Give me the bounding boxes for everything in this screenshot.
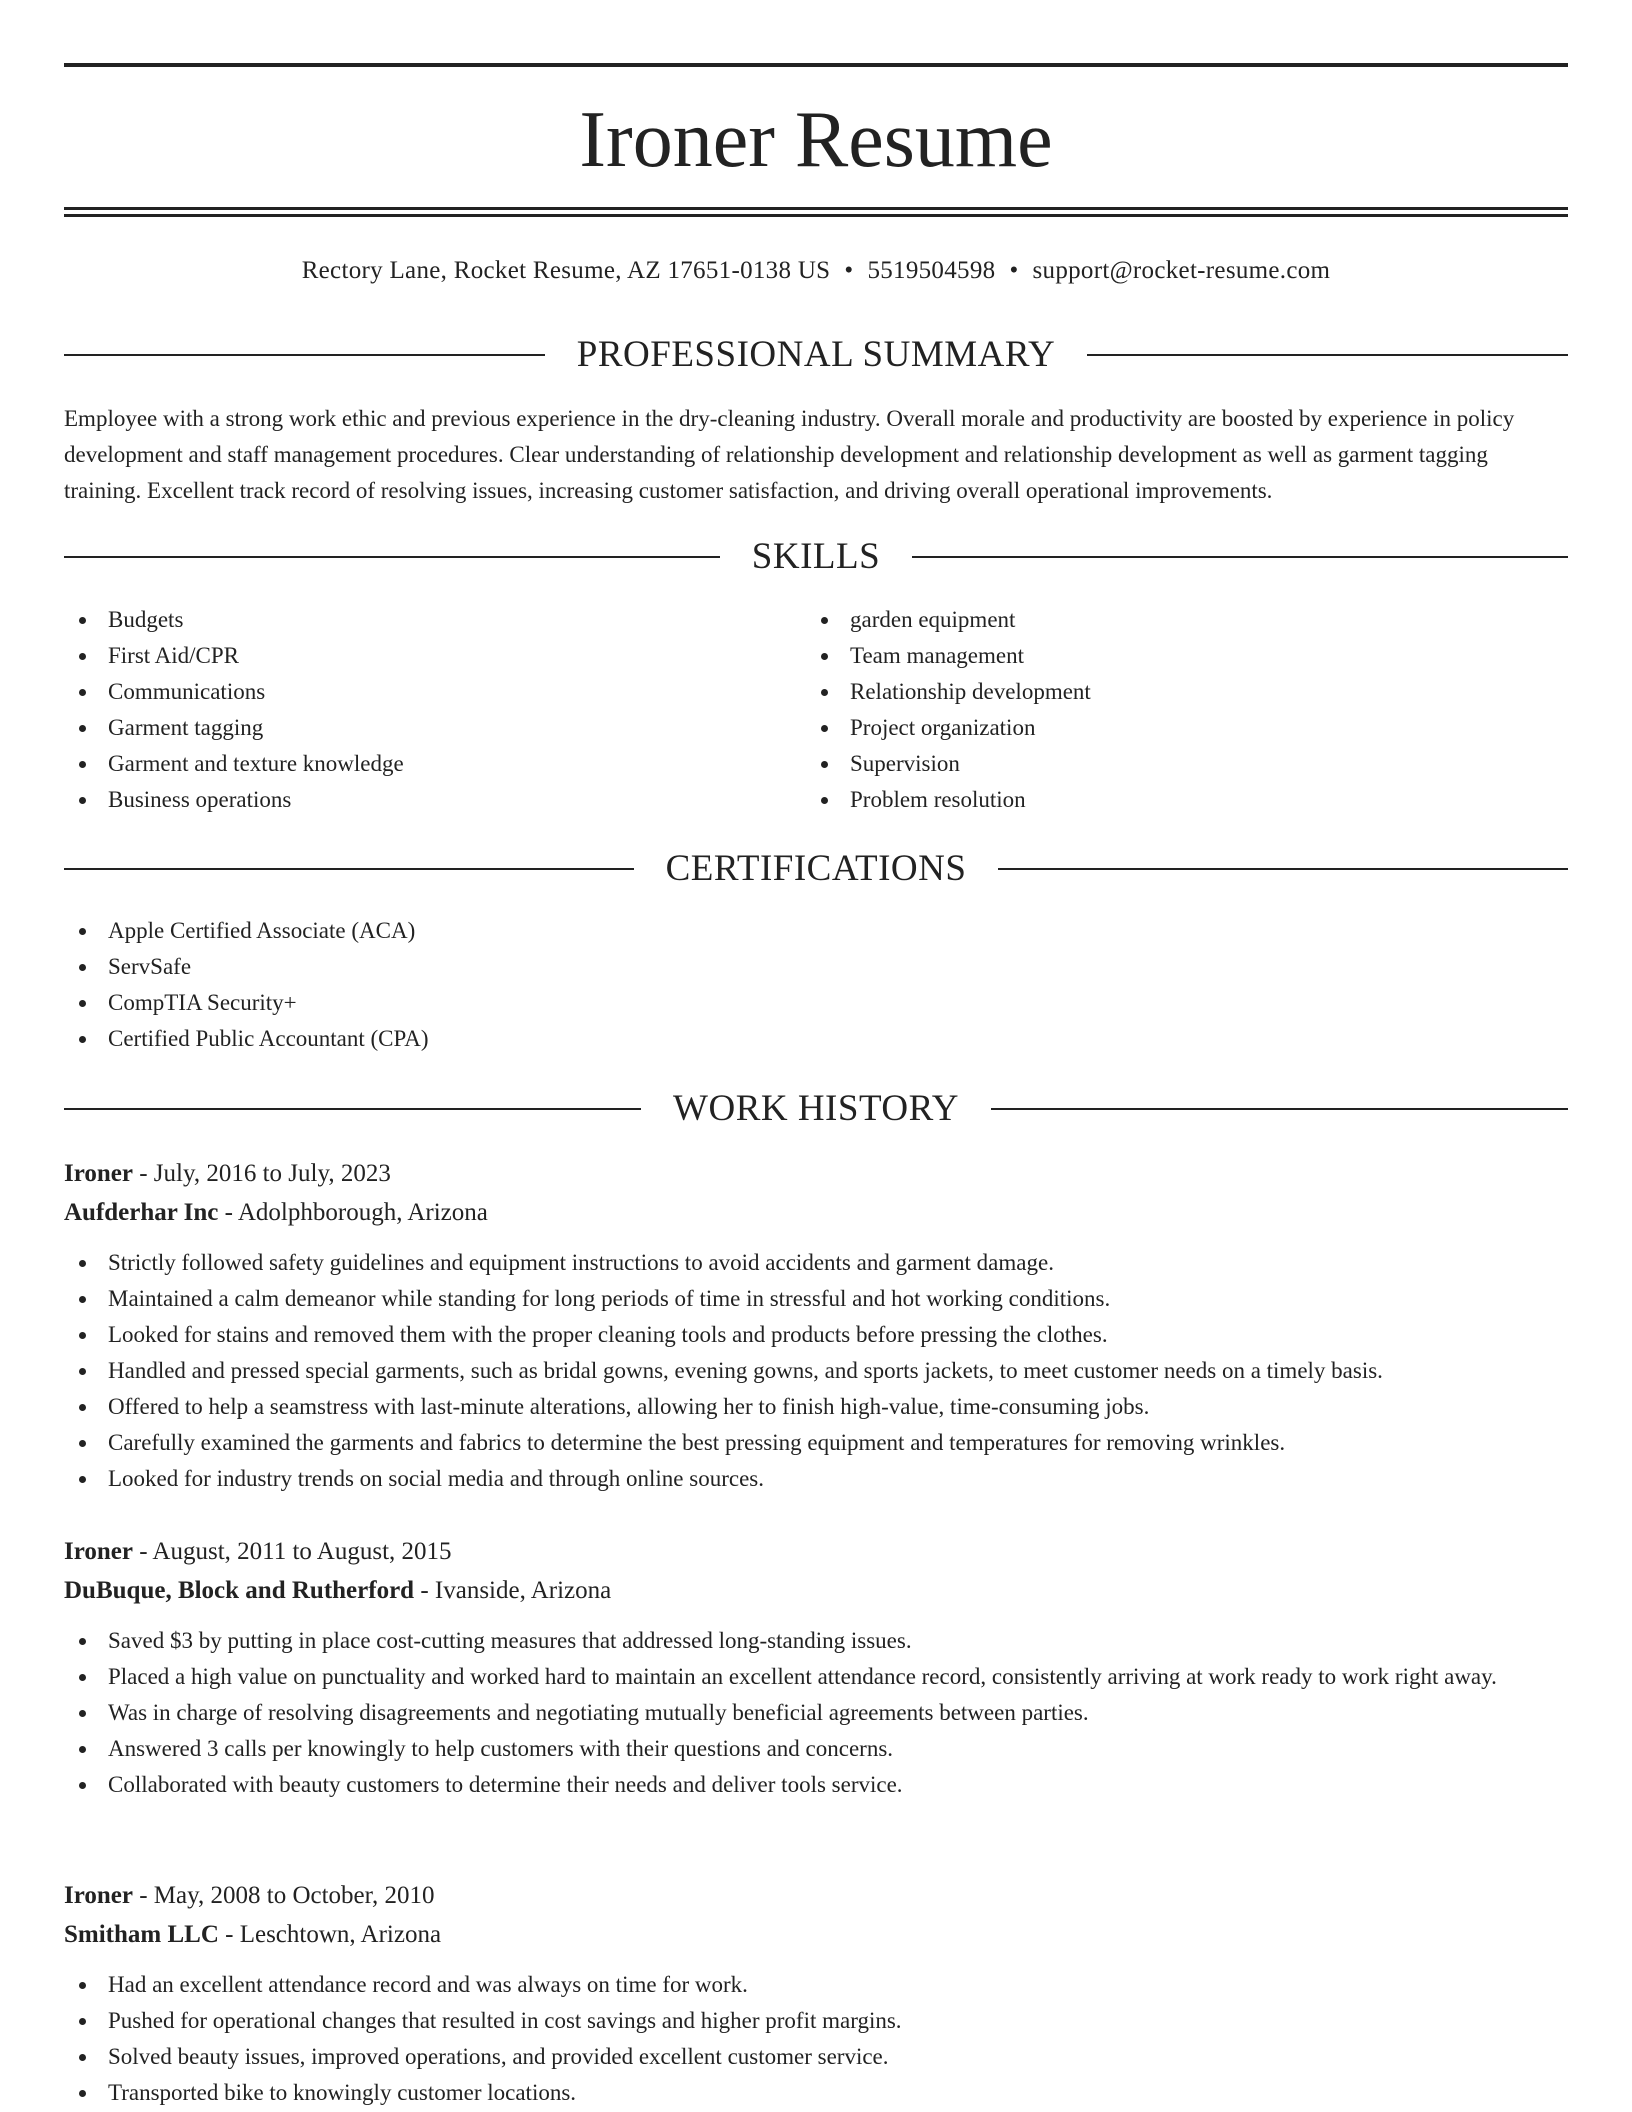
job-bullet: Offered to help a seamstress with last-minute alterations, allowing her to finish high-value, time-consuming jobs. — [64, 1389, 1568, 1425]
skill-item: Relationship development — [806, 674, 1091, 710]
job-bullet: Strictly followed safety guidelines and equipment instructions to avoid accidents and garment damage. — [64, 1245, 1568, 1281]
job-bullet: Answered 3 calls per knowingly to help customers with their questions and concerns. — [64, 1731, 1568, 1767]
contact-line — [64, 254, 1568, 288]
skill-item: Budgets — [64, 602, 404, 638]
skill-item: Communications — [64, 674, 404, 710]
job-title: Ironer — [64, 1160, 133, 1187]
section-header-skills — [64, 535, 1568, 579]
job-company-line — [64, 1193, 1568, 1233]
skill-item: garden equipment — [806, 602, 1091, 638]
section-header-work-history — [64, 1087, 1568, 1131]
job-title: Ironer — [64, 1882, 133, 1909]
job-location: - Adolphborough, Arizona — [218, 1199, 488, 1226]
job-entry — [64, 1533, 1568, 1803]
job-company: Smitham LLC — [64, 1921, 219, 1948]
job-title: Ironer — [64, 1538, 133, 1565]
job-bullet: Looked for stains and removed them with the proper cleaning tools and products before pressing the clothes. — [64, 1317, 1568, 1353]
top-rule — [64, 63, 1568, 67]
skill-item: First Aid/CPR — [64, 638, 404, 674]
job-bullet: Was in charge of resolving disagreements and negotiating mutually beneficial agreements between parties. — [64, 1695, 1568, 1731]
job-bullet: Had an excellent attendance record and was always on time for work. — [64, 1967, 1568, 2003]
job-entry — [64, 1155, 1568, 1497]
job-role-line — [64, 1155, 1568, 1193]
section-header-summary — [64, 333, 1568, 377]
job-bullets — [64, 1245, 1568, 1497]
contact-address: Rectory Lane, Rocket Resume, AZ 17651-0138 US — [301, 257, 831, 284]
skill-item: Problem resolution — [806, 782, 1091, 818]
job-bullet: Maintained a calm demeanor while standing for long periods of time in stressful and hot working conditions. — [64, 1281, 1568, 1317]
contact-phone: 5519504598 — [867, 257, 996, 284]
certification-item: Certified Public Accountant (CPA) — [64, 1021, 428, 1057]
section-header-certifications — [64, 847, 1568, 891]
job-bullet: Solved beauty issues, improved operations, and provided excellent customer service. — [64, 2039, 1568, 2075]
skill-item: Supervision — [806, 746, 1091, 782]
section-rule — [998, 868, 1568, 870]
job-dates: - July, 2016 to July, 2023 — [132, 1160, 391, 1187]
section-title-work-history: WORK HISTORY — [673, 1088, 959, 1129]
section-rule — [64, 1108, 641, 1110]
section-rule — [912, 556, 1568, 558]
job-location: - Ivanside, Arizona — [414, 1577, 612, 1604]
contact-email[interactable]: support@rocket-resume.com — [1032, 257, 1331, 284]
skill-item: Business operations — [64, 782, 404, 818]
job-bullet: Pushed for operational changes that resulted in cost savings and higher profit margins. — [64, 2003, 1568, 2039]
certification-item: CompTIA Security+ — [64, 985, 428, 1021]
job-dates: - May, 2008 to October, 2010 — [132, 1882, 435, 1909]
section-title-summary: PROFESSIONAL SUMMARY — [576, 334, 1056, 375]
job-bullet: Carefully examined the garments and fabrics to determine the best pressing equipment and temperatures for removing wrinkles. — [64, 1425, 1568, 1461]
skill-item: Garment and texture knowledge — [64, 746, 404, 782]
resume-title: Ironer Resume — [579, 96, 1053, 184]
job-bullet: Collaborated with beauty customers to determine their needs and deliver tools service. — [64, 1767, 1568, 1803]
job-bullet: Transported bike to knowingly customer locations. — [64, 2075, 1568, 2111]
job-location: - Leschtown, Arizona — [218, 1921, 442, 1948]
section-rule — [991, 1108, 1568, 1110]
section-rule — [64, 556, 720, 558]
contact-separator: • — [1009, 257, 1019, 284]
job-role-line — [64, 1877, 1568, 1915]
section-title-skills: SKILLS — [751, 536, 881, 577]
job-role-line — [64, 1533, 1568, 1571]
skill-item: Project organization — [806, 710, 1091, 746]
job-dates: - August, 2011 to August, 2015 — [132, 1538, 452, 1565]
job-company: DuBuque, Block and Rutherford — [64, 1577, 415, 1604]
certification-item: Apple Certified Associate (ACA) — [64, 913, 428, 949]
job-bullets — [64, 1967, 1568, 2111]
section-rule — [64, 354, 545, 356]
skill-item: Team management — [806, 638, 1091, 674]
job-bullet: Handled and pressed special garments, such as bridal gowns, evening gowns, and sports jackets, to meet customer needs on a timely basis. — [64, 1353, 1568, 1389]
skill-item: Garment tagging — [64, 710, 404, 746]
certifications-list — [64, 913, 428, 1057]
job-company: Aufderhar Inc — [64, 1199, 219, 1226]
job-bullet: Placed a high value on punctuality and worked hard to maintain an excellent attendance record, consistently arriving at work ready to work right away. — [64, 1659, 1568, 1695]
section-rule — [1087, 354, 1568, 356]
job-bullet: Saved $3 by putting in place cost-cutting measures that addressed long-standing issues. — [64, 1623, 1568, 1659]
skills-list-right — [806, 602, 1091, 818]
job-company-line — [64, 1915, 1568, 1955]
section-rule — [64, 868, 634, 870]
job-entry — [64, 1877, 1568, 2111]
summary-text: Employee with a strong work ethic and previous experience in the dry-cleaning industry. Overall morale and productivity are boosted by experience in policy development and staff management procedures. Clear understanding of relationship development and relationship development as well as garment tagging training. Excellent track record of resolving issues, increasing customer satisfaction, and driving overall operational improvements. — [64, 406, 1515, 503]
section-title-certifications: CERTIFICATIONS — [665, 848, 967, 889]
job-company-line — [64, 1571, 1568, 1611]
contact-separator: • — [844, 257, 854, 284]
title-double-rule — [64, 207, 1568, 217]
job-bullets — [64, 1623, 1568, 1803]
job-bullet: Looked for industry trends on social media and through online sources. — [64, 1461, 1568, 1497]
skills-list-left — [64, 602, 404, 818]
certification-item: ServSafe — [64, 949, 428, 985]
